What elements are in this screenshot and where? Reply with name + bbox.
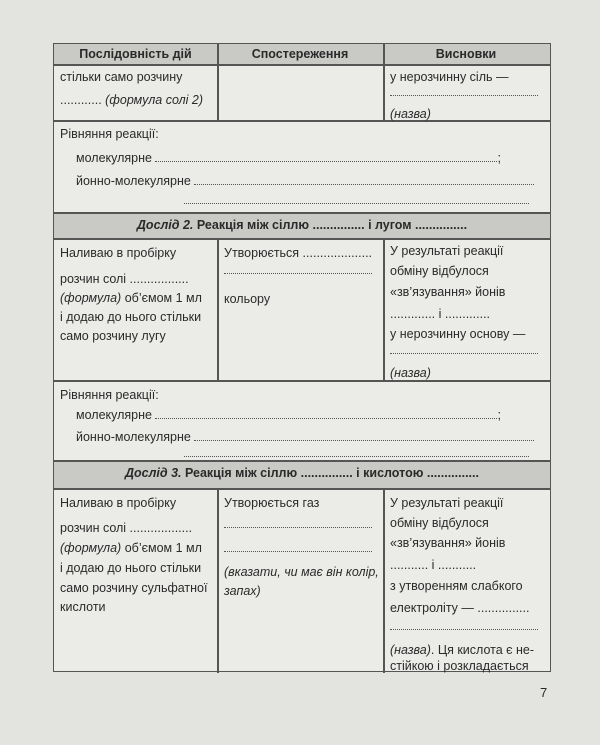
cell-text: стільки само розчину xyxy=(60,70,183,84)
divider xyxy=(54,380,550,382)
divider xyxy=(383,488,385,673)
divider xyxy=(217,238,219,380)
cell-text xyxy=(60,92,203,108)
cell-text: У результаті реакції xyxy=(390,496,504,510)
divider xyxy=(54,212,550,214)
divider xyxy=(54,120,550,122)
divider xyxy=(54,64,550,66)
cell-text: (назва). Ця кислота є не- xyxy=(390,643,535,657)
cell-text: обміну відбулося xyxy=(390,516,489,530)
equation-ionic: йонно-молекулярне xyxy=(76,429,534,445)
cell-text: Наливаю в пробірку xyxy=(60,496,177,510)
cell-text: кислоти xyxy=(60,600,106,614)
blank-line xyxy=(224,516,372,532)
cell-text: і додаю до нього стільки xyxy=(60,310,202,324)
equation-molecular: молекулярне ; xyxy=(76,151,501,165)
divider xyxy=(383,238,385,380)
column-header-conclusions: Висновки xyxy=(435,47,497,61)
cell-text: у нерозчинну основу — xyxy=(390,327,526,341)
blank-line xyxy=(390,84,538,100)
blank-line xyxy=(224,262,372,278)
equation-title: Рівняння реакції: xyxy=(60,388,159,402)
divider xyxy=(54,238,550,240)
page-number: 7 xyxy=(540,685,548,700)
divider xyxy=(217,488,219,673)
cell-text: розчин солі ................. xyxy=(60,272,189,286)
hint: (вказати, чи має він колір, xyxy=(224,565,379,579)
cell-text: «зв’язування» йонів xyxy=(390,285,506,299)
cell-text: ............. і ............. xyxy=(390,307,491,321)
blank-dots: ............ xyxy=(60,93,102,107)
blank-line xyxy=(390,618,538,634)
cell-text: і додаю до нього стільки xyxy=(60,561,202,575)
hint: (формула солі 2) xyxy=(105,93,204,107)
divider xyxy=(54,488,550,490)
cell-text: У результаті реакції xyxy=(390,244,504,258)
cell-text: стійкою і розкладається xyxy=(390,659,529,673)
cell-text: Наливаю в пробірку xyxy=(60,246,177,260)
lab-table xyxy=(53,43,551,672)
cell-text: само розчину сульфатної xyxy=(60,581,208,595)
equation-molecular: молекулярне ; xyxy=(76,408,501,422)
cell-text: ........... і ........... xyxy=(390,558,477,572)
blank-line xyxy=(224,540,372,556)
cell-text: у нерозчинну сіль — xyxy=(390,70,509,84)
blank-line xyxy=(184,445,529,461)
blank-line xyxy=(184,192,529,208)
experiment-2-title: Дослід 2. Реакція між сіллю ............... і лугом ............... xyxy=(136,218,468,232)
cell-text: електроліту — ............... xyxy=(390,601,530,615)
cell-text: кольору xyxy=(224,292,271,306)
hint: (назва) xyxy=(390,107,431,121)
cell-text: «зв’язування» йонів xyxy=(390,536,506,550)
hint: запах) xyxy=(224,584,261,598)
equation-title: Рівняння реакції: xyxy=(60,127,159,141)
column-header-actions: Послідовність дій xyxy=(79,47,192,61)
blank-line xyxy=(390,342,538,358)
cell-text: Утворюється газ xyxy=(224,496,320,510)
equation-ionic: йонно-молекулярне xyxy=(76,173,534,189)
cell-text: (формула) об’ємом 1 мл xyxy=(60,291,202,305)
hint: (назва) xyxy=(390,366,431,380)
cell-text: Утворюється .................... xyxy=(224,246,373,260)
cell-text: само розчину лугу xyxy=(60,329,166,343)
experiment-3-title: Дослід 3. Реакція між сіллю ............... і кислотою ............... xyxy=(125,466,479,480)
cell-text: (формула) об’ємом 1 мл xyxy=(60,541,202,555)
column-header-observations: Спостереження xyxy=(251,47,349,61)
cell-text: обміну відбулося xyxy=(390,264,489,278)
cell-text: з утворенням слабкого xyxy=(390,579,523,593)
cell-text: розчин солі .................. xyxy=(60,521,193,535)
